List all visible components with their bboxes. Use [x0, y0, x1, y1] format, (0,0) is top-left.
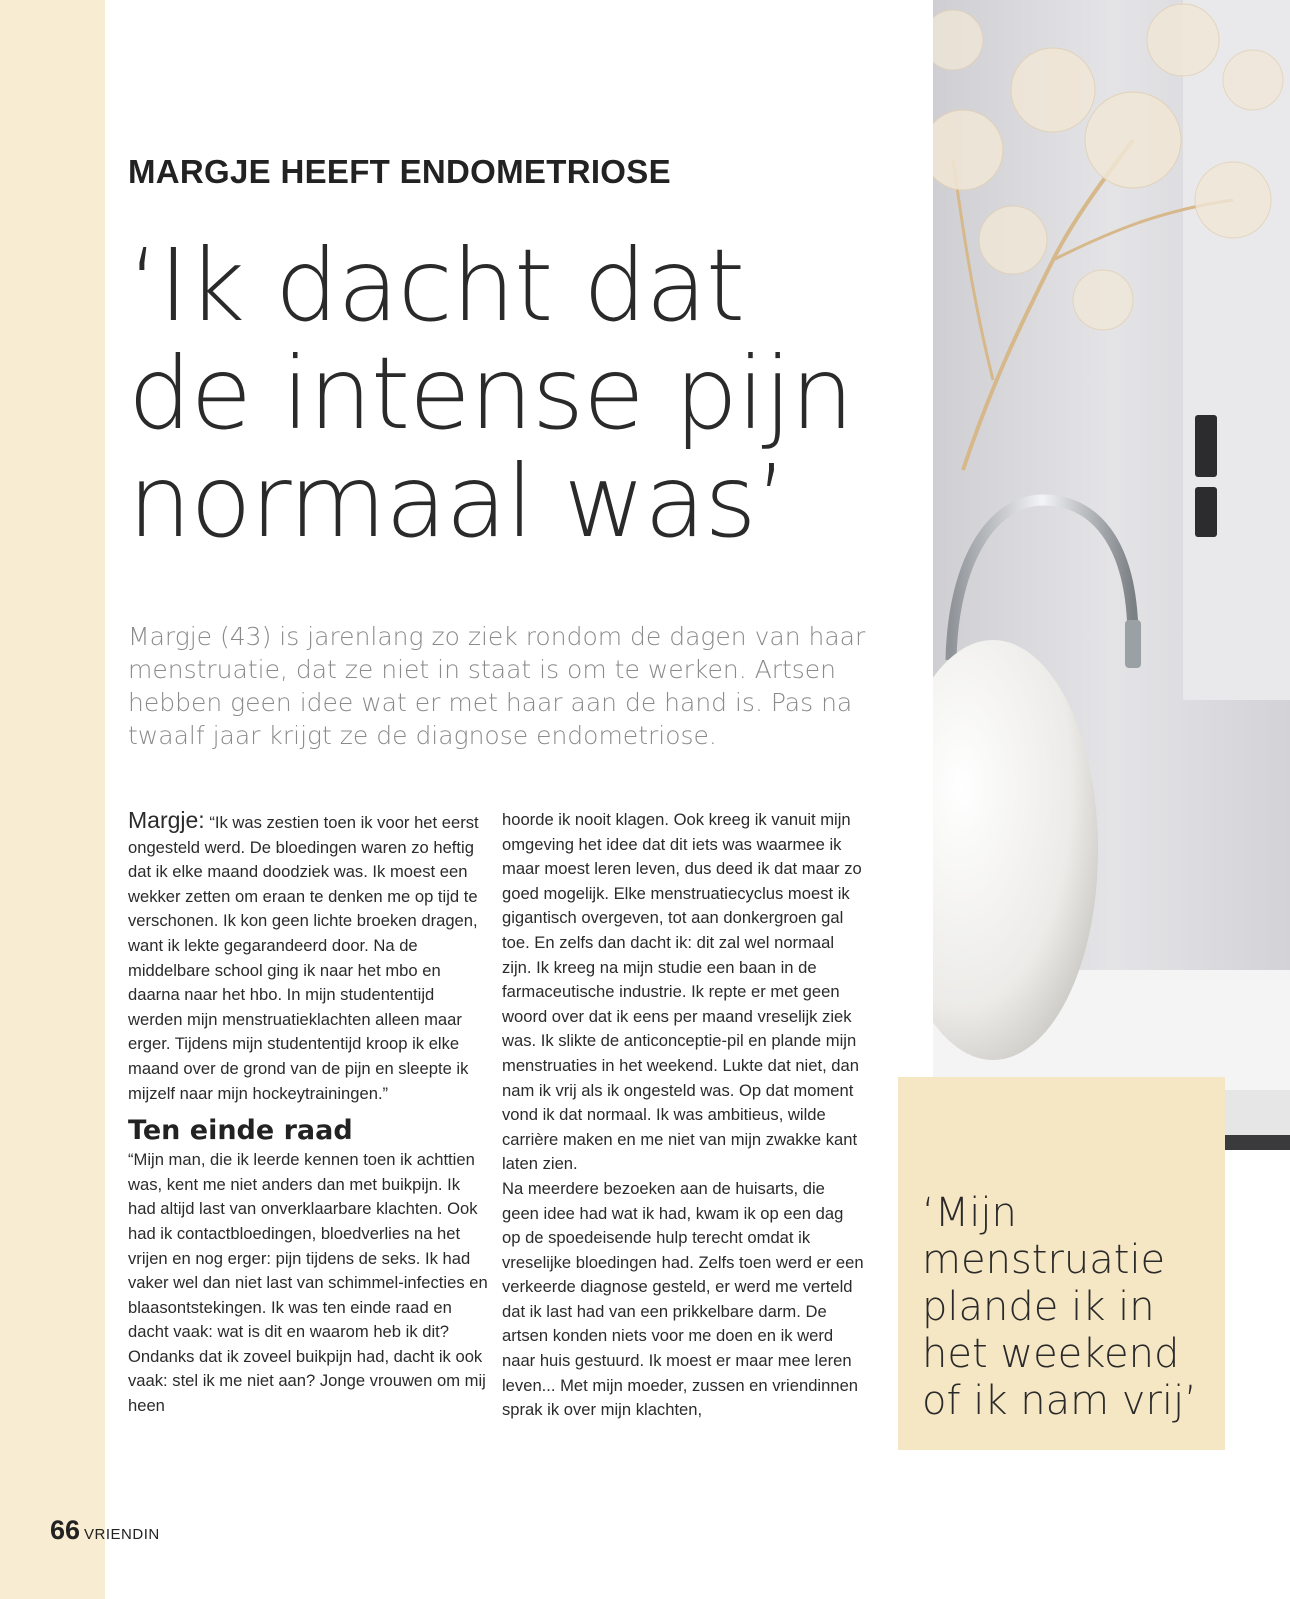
- article-kicker: MARGJE HEEFT ENDOMETRIOSE: [128, 153, 671, 190]
- headline-line: normaal was’: [128, 443, 787, 560]
- body-paragraph: “Mijn man, die ik leerde kennen toen ik achttien was, kent me niet anders dan met buikpijn. Ik had altijd last van onverklaarbare klachten. Ook had ik contactbloedingen, bloedverlies na het vrijen en nog erger: pijn tijdens de seks. Ik had vaker wel dan niet last van schimmel-infecties en blaasontstekingen. Ik was ten einde raad en dacht vaak: wat is dit en waarom heb ik dit? Ondanks dat ik zoveel buikpijn had, dacht ik ook vaak: stel ik me niet aan? Jonge vrouwen om mij heen: [128, 1150, 488, 1416]
- pull-quote-line: het weekend: [922, 1331, 1180, 1377]
- text-column-1: [128, 808, 490, 1419]
- pull-quote-line: of ik nam vrij’: [922, 1378, 1197, 1424]
- body-paragraph: Na meerdere bezoeken aan de huisarts, die geen idee had wat ik had, kwam ik op een dag op de spoedeisende hulp terecht omdat ik vreselijke bloedingen had. Zelfs toen werd er een verkeerde diagnose gesteld, er werd me verteld dat ik last had van een prikkelbare darm. De artsen konden niets voor me doen en ik werd naar huis gestuurd. Ik moest er maar mee leren leven... Met mijn moeder, zussen en vriendinnen sprak ik over mijn klachten,: [502, 1178, 864, 1420]
- lead-name: Margje:: [128, 807, 205, 833]
- body-text: “Ik was zestien toen ik voor het eerst ongesteld werd. De bloedingen waren zo heftig dat ik elke maand doodziek was. Ik moest een wekker zetten om eraan te denken me op tijd te verschonen. Ik kon geen lichte broeken dragen, want ik lekte gegarandeerd door. Na de middelbare school ging ik naar het mbo en daarna naar het hbo. In mijn studententijd werden mijn menstruatieklachten alleen maar erger. Tijdens mijn studententijd kroop ik elke maand over de grond van de pijn en sleepte ik mijzelf naar mijn hockeytrainingen.”: [128, 813, 479, 1103]
- article-headline: [128, 227, 908, 560]
- article-photo: [933, 0, 1290, 1150]
- text-column-2: [502, 808, 864, 1423]
- headline-line: de intense pijn: [128, 335, 853, 452]
- body-paragraph: hoorde ik nooit klagen. Ook kreeg ik vanuit mijn omgeving het idee dat dit iets was waarmee ik maar moest leren leven, dus deed ik dat maar zo goed mogelijk. Elke menstruatiecyclus moest ik gigantisch overgeven, tot aan donkergroen gal toe. En zelfs dan dacht ik: dit zal wel normaal zijn. Ik kreeg na mijn studie een baan in de farmaceutische industrie. Ik repte er met geen woord over dat ik eens per maand vreselijk ziek was. Ik slikte de anticonceptie-pil en plande mijn menstruaties in het weekend. Lukte dat niet, dan nam ik vrij als ik ongesteld was. Op dat moment vond ik dat normaal. Ik was ambitieus, wilde carrière maken en me niet van mijn zwakke kant laten zien.: [502, 810, 862, 1174]
- pull-quote-line: plande ik in: [922, 1284, 1155, 1330]
- pull-quote-line: ‘Mijn: [922, 1190, 1017, 1236]
- section-subhead: Ten einde raad: [128, 1115, 353, 1147]
- dried-flower-vase-illustration: [933, 0, 1290, 1150]
- body-paragraph: [128, 808, 490, 1106]
- left-accent-strip: [0, 0, 105, 1599]
- headline-line: ‘Ik dacht dat: [128, 227, 745, 344]
- article-intro: Margje (43) is jarenlang zo ziek rondom de dagen van haar menstruatie, dat ze niet in staat is om te werken. Artsen hebben geen idee wat er met haar aan de hand is. Pas na twaalf jaar krijgt ze de diagnose endometriose.: [128, 622, 866, 750]
- magazine-name: VRIENDIN: [84, 1526, 160, 1543]
- page-number: 66: [50, 1515, 81, 1545]
- page-folio: [50, 1515, 160, 1546]
- pull-quote-line: menstruatie: [922, 1237, 1166, 1283]
- pull-quote: [922, 1190, 1222, 1425]
